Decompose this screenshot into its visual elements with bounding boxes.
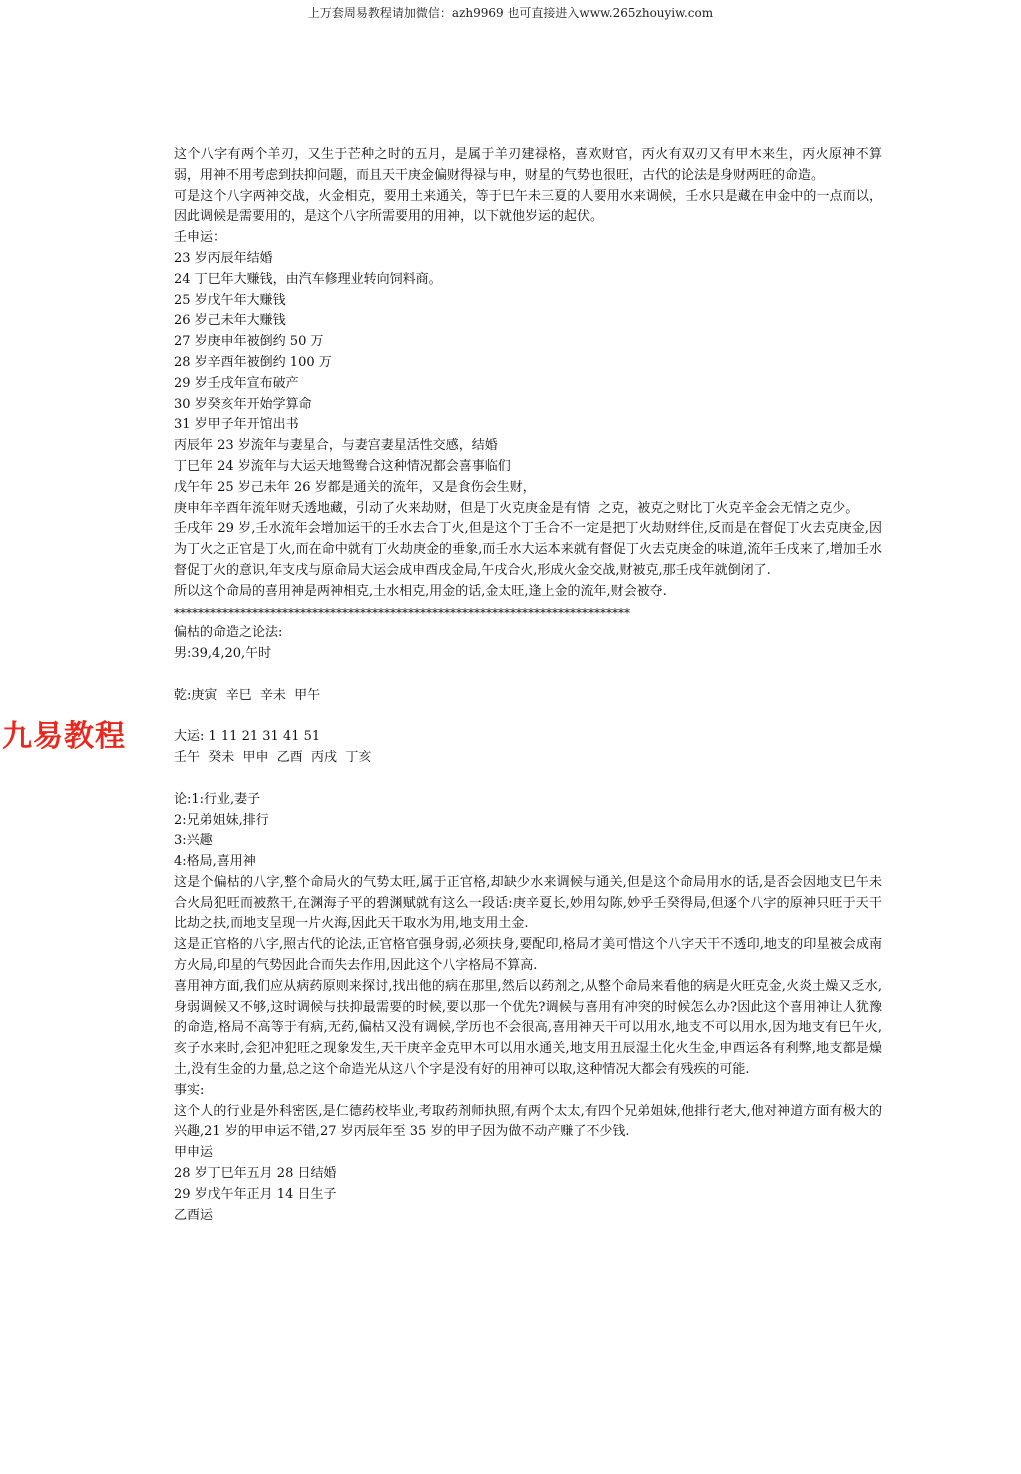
paragraph: 戊午年 25 岁己未年 26 岁都是通关的流年，又是食伤会生财， [174,479,536,495]
event-list [174,1143,882,1226]
event-item: 甲申运 [174,1145,214,1161]
paragraph: 25 岁戊午年大赚钱 [174,292,286,308]
separator-line: **************************************************************************** [174,605,630,620]
blank-line [174,707,882,728]
blank-line [174,769,882,790]
paragraph: 所以这个命局的喜用神是两神相克,土水相克,用金的话,金太旺,逢上金的流年,财会被夺. [174,583,667,599]
paragraph: 可是这个八字两神交战，火金相克，要用土来通关，等于巳午未三夏的人要用水来调候，壬水只是藏在申金中的一点而以，因此调候是需要用的，是这个八字所需要用的用神，以下就他岁运的起伏。 [174,188,882,225]
facts-paragraph: 这个人的行业是外科密医,是仁德药校毕业,考取药剂师执照,有两个太太,有四个兄弟姐妹,他排行老大,他对神道方面有极大的兴趣,21 岁的甲申运不错,27 岁丙辰年至 35 岁的甲子因为做不动产赚了不少钱. [174,1103,882,1140]
birth-info: 男:39,4,20,午时 [174,646,272,662]
section-title: 偏枯的命造之论法: [174,625,283,641]
topic-item: 2:兄弟姐妹,排行 [174,812,269,828]
event-item: 29 岁戊午年正月 14 日生子 [174,1186,337,1202]
facts-label: 事实: [174,1082,205,1098]
paragraph: 这是个偏枯的八字,整个命局火的气势太旺,属于正官格,却缺少水来调候与通关,但是这个命局用水的话,是否会因地支巳午未合火局犯旺而被熬干,在渊海子平的碧渊赋就有这么一段话:庚辛夏长,妙用勾陈,妙乎壬癸得局,但逐个八字的原神只旺于天干比劫之扶,而地支呈现一片火海,因此天干取水为用,地支用土金. [174,874,882,932]
paragraph: 23 岁丙辰年结婚 [174,250,273,266]
paragraph: 壬戌年 29 岁,壬水流年会增加运干的壬水去合丁火,但是这个丁壬合不一定是把丁火劫财绊住,反而是在督促丁火去克庚金,因为丁火之正官是丁火,而在命中就有丁火劫庚金的垂象,而壬水大运本来就有督促丁火去克庚金的味道,流年壬戌来了,增加壬水督促丁火的意识,年支戌与原命局大运会成申酉戌金局,午戌合火,形成火金交战,财被克,那壬戌年就倒闭了. [174,521,882,578]
topic-item: 论:1:行业,妻子 [174,791,261,807]
section-case-two [174,623,882,1226]
topic-list [174,790,882,873]
analysis-paragraphs [174,873,882,1081]
paragraph: 24 丁巳年大赚钱，由汽车修理业转向饲料商。 [174,271,442,287]
paragraph: 27 岁庚申年被倒约 50 万 [174,334,324,350]
document-body [174,145,882,1226]
paragraph: 这个八字有两个羊刃，又生于芒种之时的五月，是属于羊刃建禄格，喜欢财官，丙火有双刃又有甲木来生，丙火原神不算弱，用神不用考虑到扶抑问题，而且天干庚金偏财得禄与申，财星的气势也很旺，古代的论法是身财两旺的命造。 [174,147,882,183]
paragraph: 丙辰年 23 岁流年与妻星合，与妻宫妻星活性交感，结婚 [174,438,498,454]
paragraph: 喜用神方面,我们应从病药原则来探讨,找出他的病在那里,然后以药剂之,从整个命局来看他的病是火旺克金,火炎土燥又乏水,身弱调候又不够,这时调候与扶抑最需要的时候,要以那一个优先?调候与喜用有冲突的时候怎么办?因此这个喜用神让人犹豫的命造,格局不高等于有病,无药,偏枯又没有调候,学历也不会很高,喜用神天干可以用水,地支不可以用水,因为地支有巳午火,亥子水来时,会犯冲犯旺之现象发生,天干庚辛金克甲木可以用水通关,地支用丑辰湿土化火生金,申酉运各有利弊,地支都是燥土,没有生金的力量,总之这个命造光从这八个字是没有好的用神可以取,这种情况大都会有残疾的可能. [174,978,882,1078]
page-header-banner: 上万套周易教程请加微信：azh9969 也可直接进入www.265zhouyiw.com [307,6,714,20]
topic-item: 3:兴趣 [174,833,213,849]
paragraph: 26 岁己未年大赚钱 [174,313,286,329]
paragraph: 这是正官格的八字,照古代的论法,正官格官强身弱,必须扶身,要配印,格局才美可惜这个八字天干不透印,地支的印星被会成南方火局,印星的气势因此合而失去作用,因此这个八字格局不算高. [174,937,882,974]
topic-item: 4:格局,喜用神 [174,854,256,870]
event-item: 乙酉运 [174,1207,214,1223]
dayun-pillars: 壬午 癸未 甲申 乙酉 丙戌 丁亥 [174,750,372,766]
event-item: 28 岁丁巳年五月 28 日结婚 [174,1166,337,1182]
paragraph: 30 岁癸亥年开始学算命 [174,396,312,412]
bazi-pillars: 乾:庚寅 辛巳 辛未 甲午 [174,687,321,703]
section-case-one [174,145,882,603]
paragraph: 31 岁甲子年开馆出书 [174,417,299,433]
paragraph: 丁巳年 24 岁流年与大运天地鸳鸯合这种情况都会喜事临们 [174,458,511,474]
dayun-ages: 大运: 1 11 21 31 41 51 [174,729,321,745]
watermark-logo: 九易教程 [2,719,126,754]
paragraph: 壬申运： [174,230,227,246]
blank-line [174,665,882,686]
paragraph: 28 岁辛酉年被倒约 100 万 [174,354,332,370]
paragraph: 庚申年辛酉年流年财夭透地藏，引动了火来劫财，但是丁火克庚金是有情 之克，被克之财比丁火克辛金会无情之克少。 [174,500,859,516]
paragraph: 29 岁壬戌年宣布破产 [174,375,299,391]
